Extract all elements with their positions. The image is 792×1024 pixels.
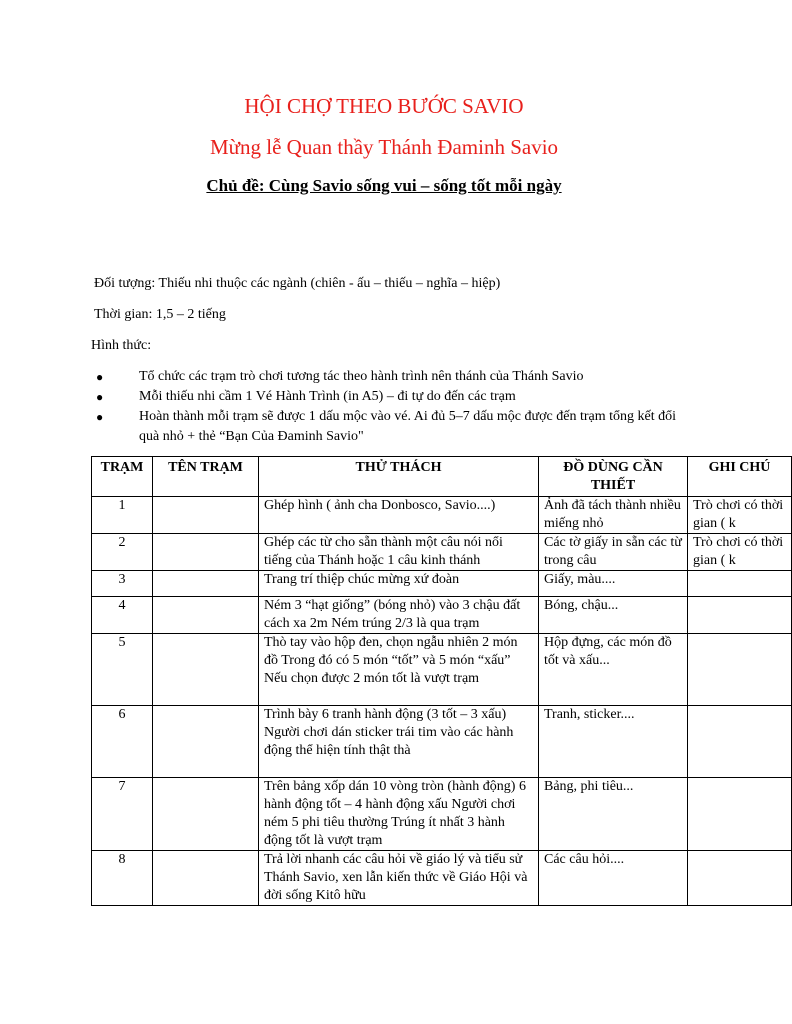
- station-name: [153, 497, 259, 534]
- station-name: [153, 534, 259, 571]
- station-note: [688, 778, 792, 851]
- stations-table: [91, 456, 792, 906]
- station-materials: Bóng, chậu...: [539, 597, 688, 634]
- audience-line: Đối tượng: Thiếu nhi thuộc các ngành (chiên - ấu – thiếu – nghĩa – hiệp): [94, 276, 501, 291]
- station-note: [688, 634, 792, 706]
- header-station-name: TÊN TRẠM: [153, 457, 259, 497]
- bullet-text: Tổ chức các trạm trò chơi tương tác theo hành trình nên thánh của Thánh Savio: [139, 369, 584, 384]
- station-number: 7: [92, 778, 153, 851]
- station-note: Trò chơi có thời gian ( k: [688, 497, 792, 534]
- table-row: [92, 497, 792, 534]
- station-name: [153, 634, 259, 706]
- header-station: TRẠM: [92, 457, 153, 497]
- table-row: [92, 534, 792, 571]
- station-materials: Các tờ giấy in sẵn các từ trong câu: [539, 534, 688, 571]
- station-challenge: Ném 3 “hạt giống” (bóng nhỏ) vào 3 chậu đất cách xa 2m Ném trúng 2/3 là qua trạm: [259, 597, 539, 634]
- table-row: [92, 634, 792, 706]
- document-subtitle: Mừng lễ Quan thầy Thánh Đaminh Savio: [209, 135, 559, 159]
- bullet-item: [96, 367, 680, 387]
- station-challenge: Trang trí thiệp chúc mừng xứ đoàn: [259, 571, 539, 597]
- station-number: 3: [92, 571, 153, 597]
- table-row: [92, 778, 792, 851]
- station-note: [688, 571, 792, 597]
- station-materials: Bảng, phi tiêu...: [539, 778, 688, 851]
- station-materials: Tranh, sticker....: [539, 706, 688, 778]
- format-bullet-list: [96, 367, 680, 447]
- station-note: [688, 597, 792, 634]
- bullet-text: Mỗi thiếu nhi cầm 1 Vé Hành Trình (in A5) – đi tự do đến các trạm: [139, 389, 516, 404]
- station-name: [153, 571, 259, 597]
- bullet-icon: ●: [96, 370, 104, 384]
- station-number: 4: [92, 597, 153, 634]
- header-materials: ĐỒ DÙNG CẦN THIẾT: [539, 457, 688, 497]
- station-name: [153, 706, 259, 778]
- table-row: [92, 571, 792, 597]
- header-challenge: THỬ THÁCH: [259, 457, 539, 497]
- station-number: 5: [92, 634, 153, 706]
- station-note: [688, 851, 792, 906]
- table-row: [92, 706, 792, 778]
- station-name: [153, 597, 259, 634]
- station-challenge: Trên bảng xốp dán 10 vòng tròn (hành động) 6 hành động tốt – 4 hành động xấu Người chơi ném 5 phi tiêu thường Trúng ít nhất 3 hành động tốt là vượt trạm: [259, 778, 539, 851]
- format-label: Hình thức:: [91, 338, 152, 353]
- station-number: 2: [92, 534, 153, 571]
- station-challenge: Trả lời nhanh các câu hỏi về giáo lý và tiểu sử Thánh Savio, xen lẫn kiến thức về Giáo Hội và đời sống Kitô hữu: [259, 851, 539, 906]
- station-name: [153, 778, 259, 851]
- station-name: [153, 851, 259, 906]
- station-challenge: Ghép các từ cho sẵn thành một câu nói nổi tiếng của Thánh hoặc 1 câu kinh thánh: [259, 534, 539, 571]
- station-note: Trò chơi có thời gian ( k: [688, 534, 792, 571]
- station-challenge: Thò tay vào hộp đen, chọn ngẫu nhiên 2 món đồ Trong đó có 5 món “tốt” và 5 món “xấu” Nếu chọn được 2 món tốt là vượt trạm: [259, 634, 539, 706]
- bullet-text: Hoàn thành mỗi trạm sẽ được 1 dấu mộc vào vé. Ai đủ 5–7 dấu mộc được đến trạm tổng kết đổi quà nhỏ + thẻ “Bạn Của Đaminh Savio": [139, 409, 676, 444]
- station-materials: Giấy, màu....: [539, 571, 688, 597]
- station-number: 6: [92, 706, 153, 778]
- station-materials: Ảnh đã tách thành nhiều miếng nhỏ: [539, 497, 688, 534]
- station-challenge: Ghép hình ( ảnh cha Donbosco, Savio....): [259, 497, 539, 534]
- bullet-icon: ●: [96, 410, 104, 424]
- table-header-row: [92, 457, 792, 497]
- duration-line: Thời gian: 1,5 – 2 tiếng: [94, 307, 226, 322]
- station-number: 1: [92, 497, 153, 534]
- bullet-item: [96, 387, 680, 407]
- station-materials: Các câu hỏi....: [539, 851, 688, 906]
- station-number: 8: [92, 851, 153, 906]
- station-note: [688, 706, 792, 778]
- document-theme: Chủ đề: Cùng Savio sống vui – sống tốt mỗi ngày: [206, 176, 562, 195]
- table-row: [92, 851, 792, 906]
- bullet-item: [96, 407, 680, 447]
- table-row: [92, 597, 792, 634]
- bullet-icon: ●: [96, 390, 104, 404]
- station-challenge: Trình bày 6 tranh hành động (3 tốt – 3 xấu) Người chơi dán sticker trái tim vào các hành động thể hiện tính thật thà: [259, 706, 539, 778]
- header-notes: GHI CHÚ: [688, 457, 792, 497]
- station-materials: Hộp đựng, các món đồ tốt và xấu...: [539, 634, 688, 706]
- document-title: HỘI CHỢ THEO BƯỚC SAVIO: [244, 94, 524, 118]
